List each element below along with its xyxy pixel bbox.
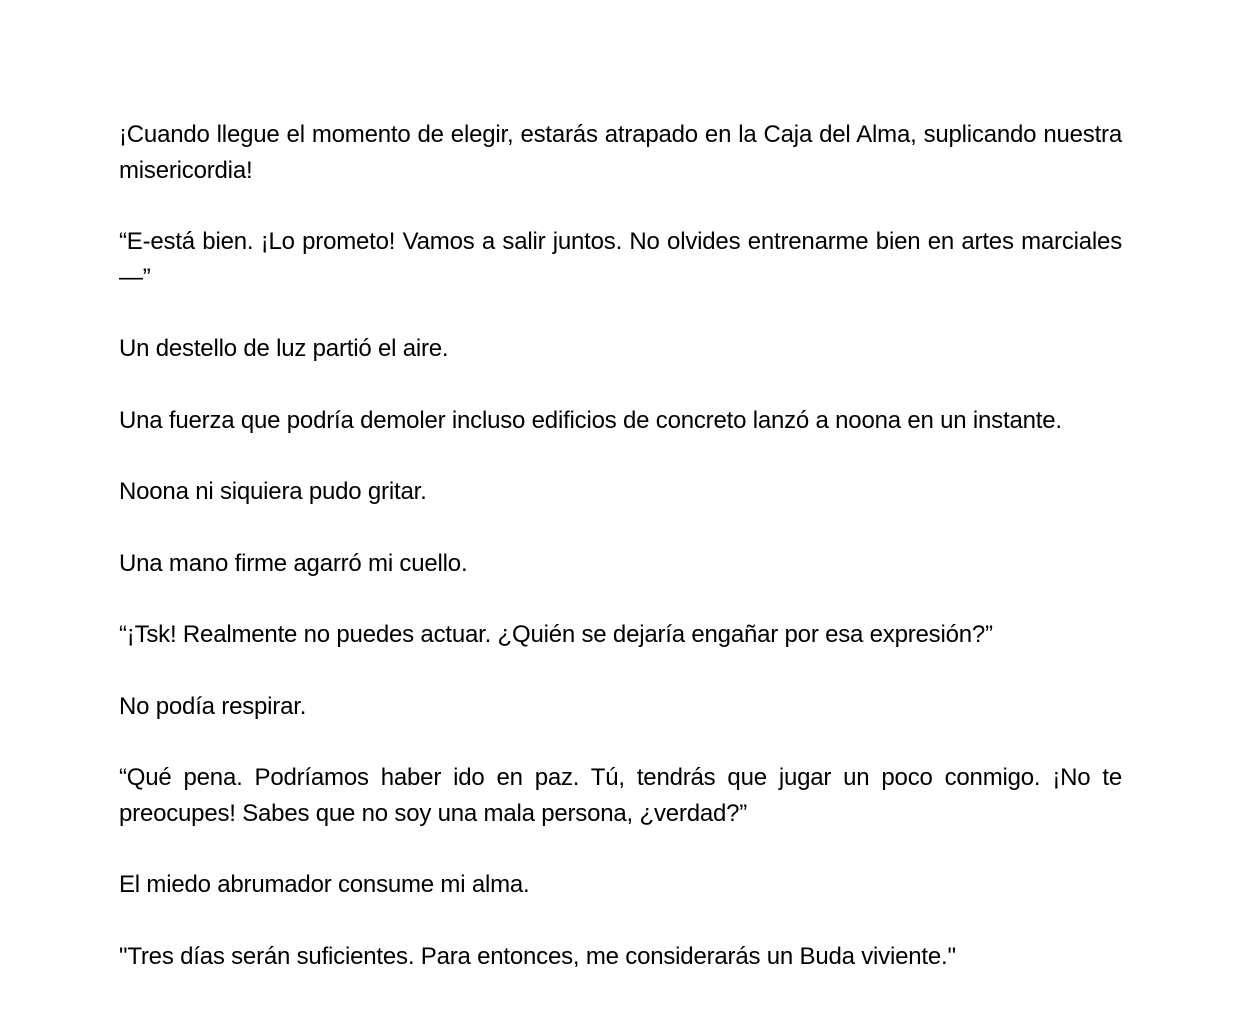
paragraph: “¡Tsk! Realmente no puedes actuar. ¿Quién se dejaría engañar por esa expresión?” [119, 621, 993, 648]
paragraph: Noona ni siquiera pudo gritar. [119, 478, 427, 505]
paragraph: ¡Cuando llegue el momento de elegir, estarás atrapado en la Caja del Alma, suplicando nuestra misericordia! [119, 121, 1122, 184]
paragraph: “E-está bien. ¡Lo prometo! Vamos a salir juntos. No olvides entrenarme bien en artes marciales—” [119, 228, 1122, 291]
paragraph: “Qué pena. Podríamos haber ido en paz. Tú, tendrás que jugar un poco conmigo. ¡No te preocupes! Sabes que no soy una mala persona, ¿verdad?” [119, 764, 1122, 827]
paragraph: "Tres días serán suficientes. Para entonces, me considerarás un Buda viviente." [119, 942, 956, 970]
paragraph: No podía respirar. [119, 692, 307, 720]
paragraph: Una mano firme agarró mi cuello. [119, 549, 468, 577]
paragraph: Una fuerza que podría demoler incluso edificios de concreto lanzó a noona en un instante. [119, 406, 1062, 434]
paragraph: Un destello de luz partió el aire. [119, 335, 449, 362]
paragraph: El miedo abrumador consume mi alma. [119, 871, 530, 898]
document-page [119, 117, 1122, 1010]
